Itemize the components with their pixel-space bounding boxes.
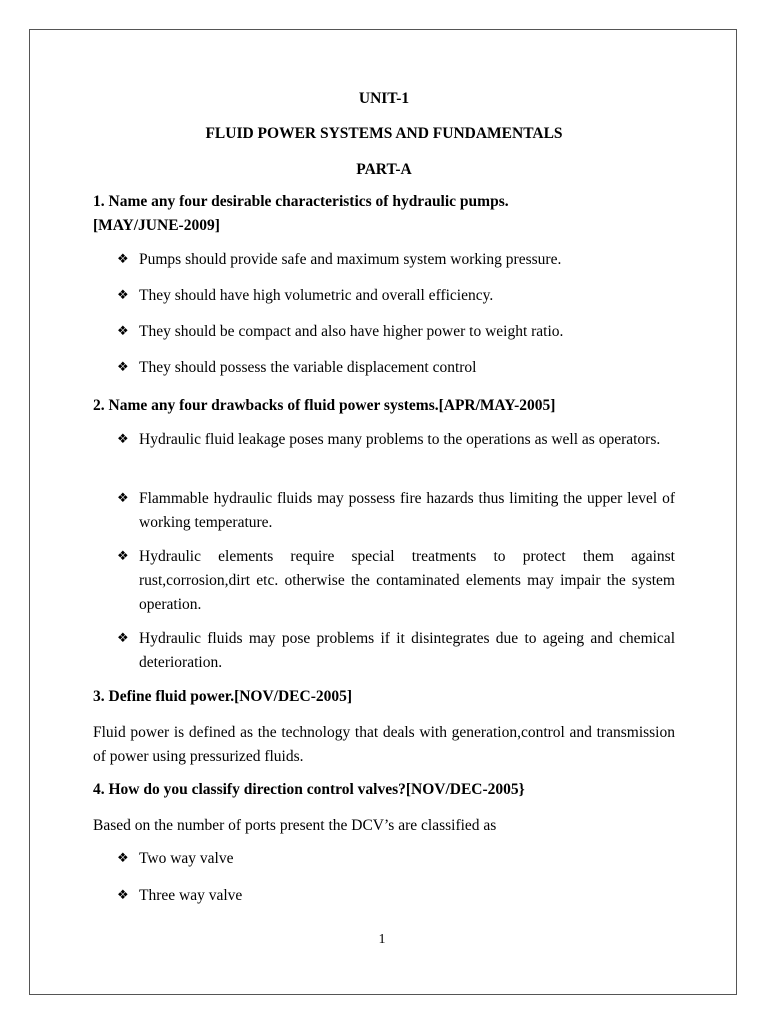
list-item-text: Three way valve [139,887,243,904]
list-item [117,545,675,617]
bullet-icon: ❖ [117,252,129,267]
bullet-icon: ❖ [117,851,129,866]
question-4: 4. How do you classify direction control valves?[NOV/DEC-2005} [93,781,525,798]
list-item-text: Hydraulic fluids may pose problems if it disintegrates due to ageing and chemical deterioration. [139,630,675,671]
list-item-text: Two way valve [139,850,234,867]
question-2: 2. Name any four drawbacks of fluid power systems.[APR/MAY-2005] [93,397,556,414]
answer-4: Based on the number of ports present the DCV’s are classified as [93,817,497,834]
list-item-text: They should have high volumetric and overall efficiency. [139,287,494,304]
list-item [117,284,675,308]
bullet-icon: ❖ [117,631,129,646]
list-item-text: Hydraulic fluid leakage poses many problems to the operations as well as operators. [139,431,661,448]
question-1: 1. Name any four desirable characteristics of hydraulic pumps. [MAY/JUNE-2009] [93,193,509,234]
bullet-icon: ❖ [117,491,129,506]
list-item [117,320,675,344]
list-item [117,356,675,380]
list-item-text: Flammable hydraulic fluids may possess fire hazards thus limiting the upper level of working temperature. [139,490,675,531]
list-item-text: Pumps should provide safe and maximum system working pressure. [139,251,562,268]
list-item [117,627,675,675]
part-heading: PART-A [356,161,412,178]
list-item [117,884,675,908]
bullet-icon: ❖ [117,888,129,903]
list-item [117,248,675,272]
page-number: 1 [378,932,386,947]
bullet-icon: ❖ [117,324,129,339]
answer-3: Fluid power is defined as the technology that deals with generation,control and transmission of power using pressurized fluids. [93,724,675,765]
list-item-text: Hydraulic elements require special treatments to protect them against rust,corrosion,dirt etc. otherwise the contaminated elements may impair the system operation. [139,548,675,613]
unit-heading: UNIT-1 [358,90,410,107]
list-item [117,847,675,871]
document-title: FLUID POWER SYSTEMS AND FUNDAMENTALS [205,125,563,142]
list-item-text: They should be compact and also have higher power to weight ratio. [139,323,564,340]
bullet-icon: ❖ [117,288,129,303]
list-item [117,487,675,535]
question-3: 3. Define fluid power.[NOV/DEC-2005] [93,688,353,705]
list-item [117,428,675,452]
bullet-icon: ❖ [117,360,129,375]
bullet-icon: ❖ [117,549,129,564]
list-item-text: They should possess the variable displacement control [139,359,477,376]
bullet-icon: ❖ [117,432,129,447]
